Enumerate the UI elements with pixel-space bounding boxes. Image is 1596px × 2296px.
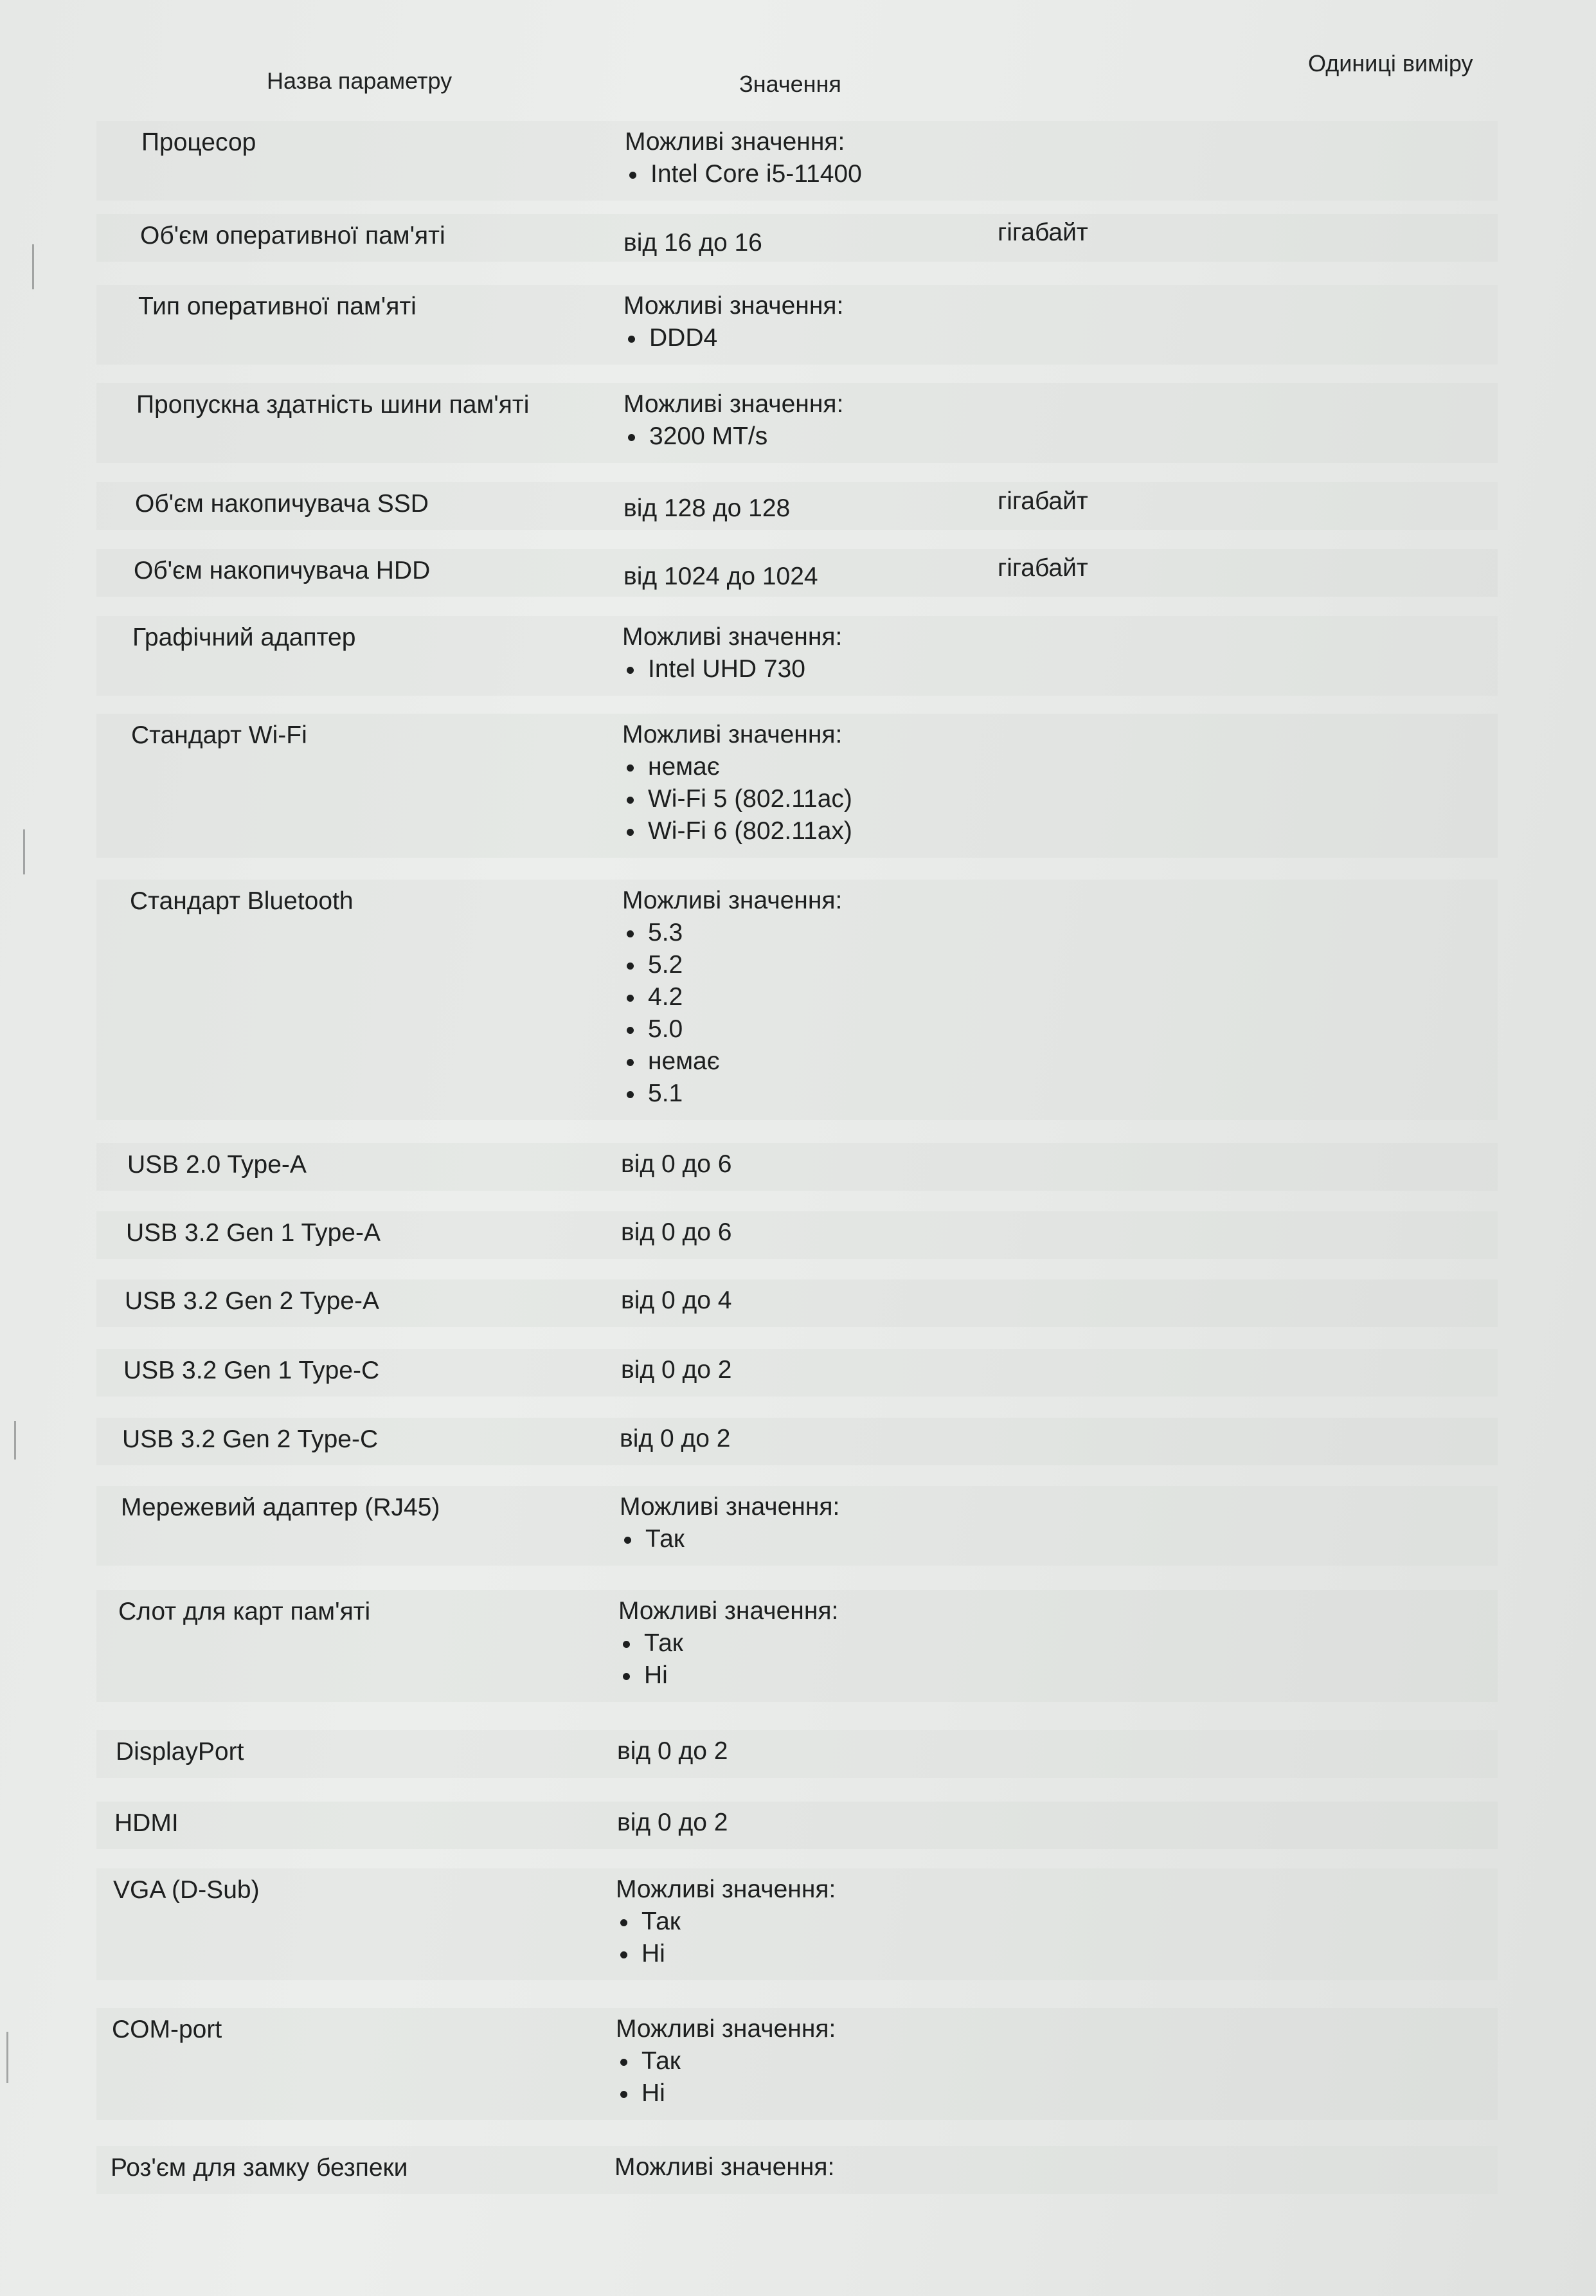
param-value-lead: від 0 до 2 (617, 1737, 728, 1765)
param-name: Слот для карт пам'яті (118, 1598, 371, 1625)
param-value (616, 2013, 836, 2110)
param-value-lead: Можливі значення: (614, 2153, 835, 2181)
possible-value-item: DDD4 (623, 322, 843, 354)
possible-value-item: Так (618, 1627, 838, 1659)
param-value-lead: Можливі значення: (623, 390, 844, 418)
page-edge-mark (6, 2032, 8, 2083)
param-name: USB 2.0 Type-A (127, 1151, 307, 1179)
possible-value-item: Так (616, 2045, 836, 2077)
param-name: Об'єм накопичувача SSD (135, 490, 429, 518)
possible-value-item: Ні (616, 1938, 836, 1970)
param-value (617, 1807, 728, 1839)
param-value (622, 621, 842, 685)
possible-value-item: Wi-Fi 5 (802.11ac) (622, 783, 852, 815)
param-value-lead: Можливі значення: (618, 1597, 839, 1625)
param-name: Графічний адаптер (132, 624, 356, 651)
param-value (625, 126, 862, 190)
param-value-lead: Можливі значення: (622, 623, 843, 651)
param-value-lead: від 0 до 2 (620, 1425, 731, 1452)
param-value (620, 1423, 730, 1455)
param-value-lead: Можливі значення: (622, 887, 843, 914)
table-row-band (96, 1143, 1498, 1191)
possible-value-item: Ні (618, 1659, 838, 1692)
param-value-lead: Можливі значення: (623, 292, 844, 320)
column-header-value: Значення (739, 71, 841, 97)
param-value-lead: Можливі значення: (620, 1493, 840, 1521)
possible-value-item: 5.2 (622, 949, 842, 981)
param-value (616, 1874, 836, 1970)
param-value (622, 885, 842, 1110)
param-value-lead: Можливі значення: (616, 1876, 836, 1903)
param-value-lead: від 0 до 2 (617, 1809, 728, 1836)
possible-value-item: Wi-Fi 6 (802.11ax) (622, 815, 852, 847)
param-name: Процесор (141, 129, 256, 156)
param-value-lead: від 0 до 4 (621, 1287, 732, 1314)
possible-values-list (623, 420, 843, 453)
param-name: Роз'єм для замку безпеки (111, 2154, 408, 2182)
possible-value-item: Intel Core i5-11400 (625, 158, 862, 190)
page-edge-mark (23, 829, 25, 874)
possible-value-item: Ні (616, 2077, 836, 2110)
param-value-lead: Можливі значення: (616, 2015, 836, 2043)
possible-value-item: Так (616, 1906, 836, 1938)
possible-value-item: Intel UHD 730 (622, 653, 842, 685)
param-unit: гігабайт (998, 219, 1088, 246)
param-name: Тип оперативної пам'яті (138, 293, 417, 320)
possible-value-item: немає (622, 751, 852, 783)
param-name: USB 3.2 Gen 1 Type-C (123, 1357, 380, 1384)
possible-value-item: немає (622, 1045, 842, 1078)
param-value (623, 493, 790, 525)
param-name: USB 3.2 Gen 2 Type-A (125, 1287, 379, 1315)
table-row-band (96, 1802, 1498, 1849)
param-unit: гігабайт (998, 554, 1088, 582)
possible-values-list (622, 751, 852, 847)
possible-value-item: 4.2 (622, 981, 842, 1013)
possible-values-list (618, 1627, 838, 1692)
param-value-lead: Можливі значення: (622, 721, 843, 748)
column-header-param-name: Назва параметру (267, 68, 453, 94)
param-name: Стандарт Bluetooth (130, 887, 354, 915)
param-unit: гігабайт (998, 487, 1088, 515)
param-name: USB 3.2 Gen 1 Type-A (126, 1219, 381, 1247)
param-value (621, 1285, 731, 1317)
page-edge-mark (32, 244, 34, 289)
param-value-lead: від 16 до 16 (623, 229, 762, 257)
possible-values-list (616, 1906, 836, 1970)
param-name: Стандарт Wi-Fi (131, 721, 307, 749)
possible-value-item: 5.0 (622, 1013, 842, 1045)
param-value (623, 561, 818, 593)
param-value (623, 388, 843, 453)
param-value (623, 227, 762, 259)
param-name: Об'єм оперативної пам'яті (140, 222, 445, 249)
param-value (621, 1216, 731, 1249)
param-value (614, 2151, 834, 2183)
param-value-lead: Можливі значення: (625, 128, 845, 156)
param-value-lead: від 0 до 6 (621, 1218, 732, 1246)
possible-values-list (620, 1523, 839, 1555)
possible-value-item: 5.1 (622, 1078, 842, 1110)
param-name: Пропускна здатність шини пам'яті (136, 391, 530, 419)
param-name: Мережевий адаптер (RJ45) (121, 1494, 440, 1521)
param-name: HDMI (114, 1809, 179, 1837)
param-value (617, 1735, 728, 1767)
possible-value-item: 5.3 (622, 917, 842, 949)
param-value-lead: від 128 до 128 (623, 494, 791, 522)
param-value-lead: від 0 до 2 (621, 1356, 732, 1384)
possible-values-list (625, 158, 862, 190)
param-value (623, 290, 843, 354)
possible-value-item: 3200 MT/s (623, 420, 843, 453)
possible-values-list (622, 917, 842, 1110)
param-name: USB 3.2 Gen 2 Type-C (122, 1425, 379, 1453)
table-row-band (96, 1730, 1498, 1778)
possible-values-list (616, 2045, 836, 2110)
param-value (621, 1354, 731, 1386)
param-name: VGA (D-Sub) (113, 1876, 260, 1904)
param-value (622, 719, 852, 847)
possible-values-list (623, 322, 843, 354)
possible-values-list (622, 653, 842, 685)
param-value (620, 1491, 839, 1555)
column-header-unit: Одиниці виміру (1308, 50, 1473, 77)
param-value (618, 1595, 838, 1692)
page-edge-mark (14, 1421, 16, 1460)
possible-value-item: Так (620, 1523, 839, 1555)
param-name: DisplayPort (116, 1738, 244, 1766)
param-value-lead: від 0 до 6 (621, 1150, 732, 1178)
param-name: COM-port (112, 2016, 222, 2043)
param-value-lead: від 1024 до 1024 (623, 563, 818, 590)
param-value (621, 1148, 731, 1180)
param-name: Об'єм накопичувача HDD (134, 557, 431, 584)
